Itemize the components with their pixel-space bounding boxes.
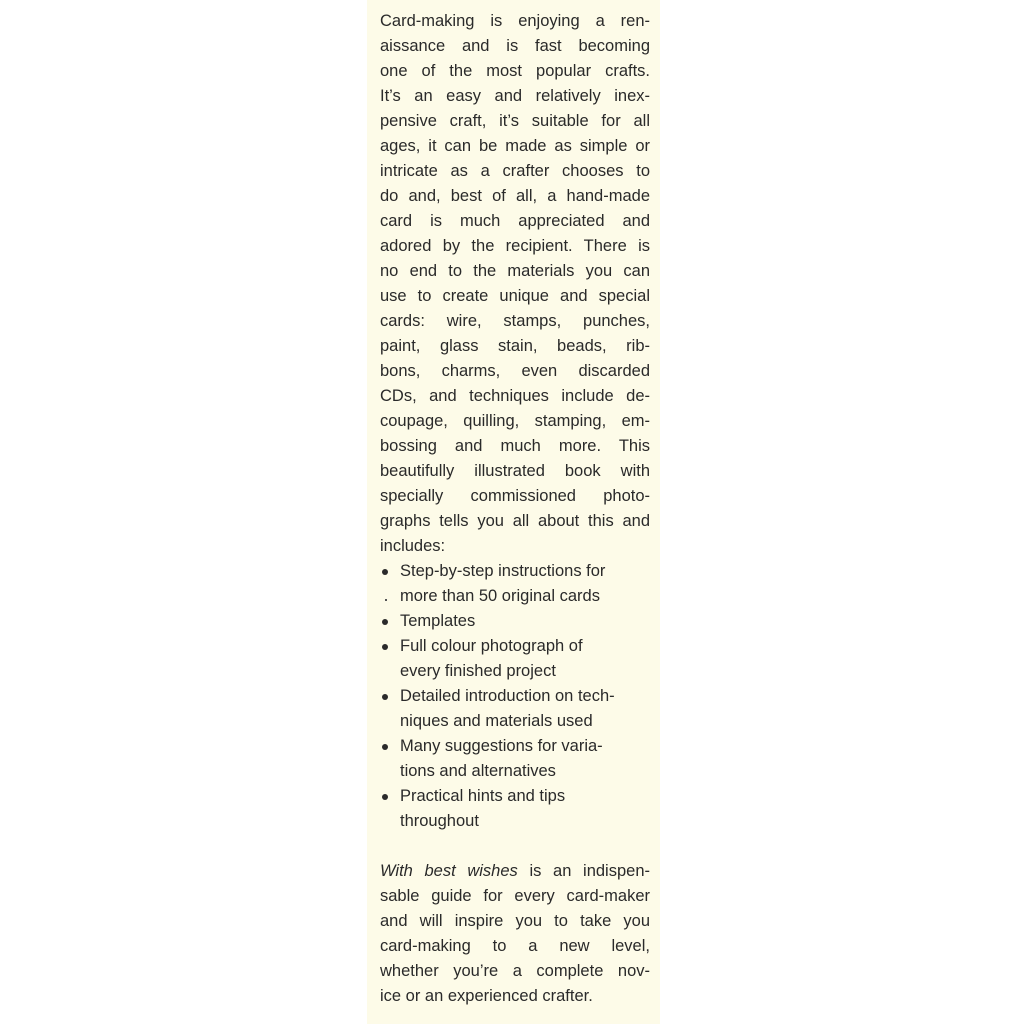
list-item-text: tions and alternatives: [400, 762, 556, 780]
intro-paragraph: [380, 9, 650, 559]
list-item-text: Templates: [400, 612, 476, 630]
list-item-text: Many suggestions for varia-: [400, 737, 603, 755]
list-item-continuation: [380, 659, 650, 684]
text-line: bons, charms, even discarded: [380, 362, 650, 380]
list-item-text: Step-by-step instructions for: [400, 562, 606, 580]
list-item: [380, 784, 650, 809]
blurb-text: [380, 9, 650, 1009]
list-item: [380, 634, 650, 659]
text-line: pensive craft, it’s suitable for all: [380, 112, 650, 130]
text-line: whether you’re a complete nov-: [380, 962, 650, 980]
closing-paragraph: [380, 859, 650, 1009]
text-line: card-making to a new level,: [380, 937, 650, 955]
list-item-text: Full colour photograph of: [400, 637, 583, 655]
list-item: [380, 734, 650, 759]
text-line: bossing and much more. This: [380, 437, 650, 455]
text-line: no end to the materials you can: [380, 262, 650, 280]
text-line: aissance and is fast becoming: [380, 37, 650, 55]
paragraph-spacer: [380, 834, 650, 859]
list-item-continuation: [380, 584, 650, 609]
book-title: With best wishes: [380, 862, 518, 880]
text-line: adored by the recipient. There is: [380, 237, 650, 255]
text-line: specially commissioned photo-: [380, 487, 650, 505]
text-line: paint, glass stain, beads, rib-: [380, 337, 650, 355]
text-line: includes:: [380, 537, 446, 555]
text-line: ages, it can be made as simple or: [380, 137, 650, 155]
feature-list: [380, 559, 650, 834]
bullet-icon: [382, 794, 388, 800]
list-item-text: Practical hints and tips: [400, 787, 566, 805]
list-item-text: every finished project: [400, 662, 556, 680]
list-item-continuation: [380, 809, 650, 834]
print-speck: [385, 599, 387, 601]
list-item: [380, 684, 650, 709]
bullet-icon: [382, 694, 388, 700]
text-line: sable guide for every card-maker: [380, 887, 650, 905]
list-item-text: more than 50 original cards: [400, 587, 600, 605]
text-line: coupage, quilling, stamping, em-: [380, 412, 650, 430]
text-line: intricate as a crafter chooses to: [380, 162, 650, 180]
bullet-icon: [382, 569, 388, 575]
text-fragment: is an indispen-: [529, 862, 650, 880]
bullet-icon: [382, 644, 388, 650]
list-item-text: Detailed introduction on tech-: [400, 687, 615, 705]
list-item-continuation: [380, 709, 650, 734]
text-line: card is much appreciated and: [380, 212, 650, 230]
text-line: ice or an experienced crafter.: [380, 987, 593, 1005]
list-item-continuation: [380, 759, 650, 784]
text-line: one of the most popular crafts.: [380, 62, 650, 80]
bullet-icon: [382, 744, 388, 750]
text-line: Card-making is enjoying a ren-: [380, 12, 650, 30]
text-line: use to create unique and special: [380, 287, 650, 305]
text-line: [380, 859, 650, 884]
text-line: CDs, and techniques include de-: [380, 387, 650, 405]
bullet-icon: [382, 619, 388, 625]
text-line: graphs tells you all about this and: [380, 512, 650, 530]
text-line: and will inspire you to take you: [380, 912, 650, 930]
list-item-text: throughout: [400, 812, 479, 830]
list-item: [380, 609, 650, 634]
text-line: cards: wire, stamps, punches,: [380, 312, 650, 330]
list-item: [380, 559, 650, 584]
text-line: beautifully illustrated book with: [380, 462, 650, 480]
text-line: do and, best of all, a hand-made: [380, 187, 650, 205]
list-item-text: niques and materials used: [400, 712, 593, 730]
text-line: It’s an easy and relatively inex-: [380, 87, 650, 105]
